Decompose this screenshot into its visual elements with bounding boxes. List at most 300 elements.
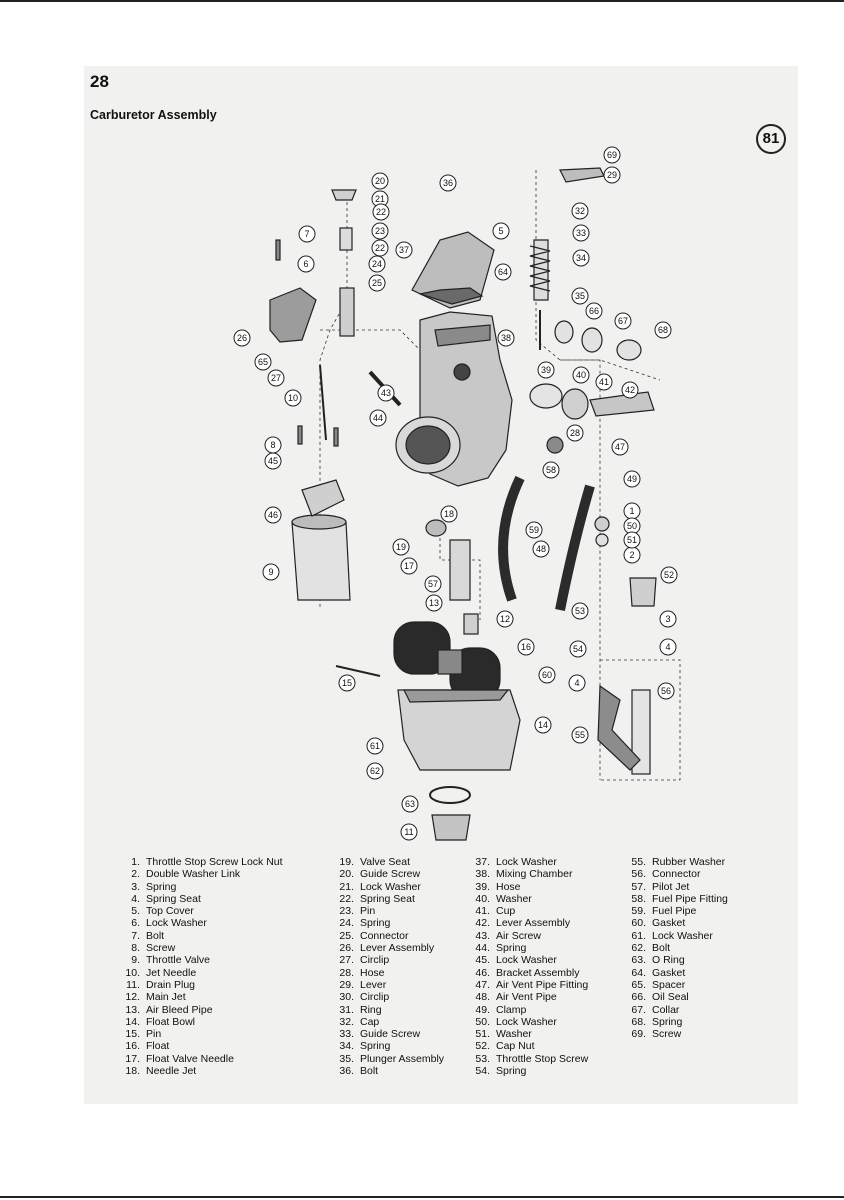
legend-item-label: Air Bleed Pipe <box>146 1003 213 1016</box>
legend-item <box>618 967 728 979</box>
legend-item-number: 36. <box>339 1065 354 1078</box>
legend-item-number: 15. <box>125 1028 140 1041</box>
legend-item-label: Lever Assembly <box>360 942 435 955</box>
legend-item <box>326 991 444 1003</box>
callout-34 <box>573 250 589 266</box>
legend-item-number: 56. <box>631 868 646 881</box>
legend-item-number: 55. <box>631 856 646 868</box>
legend-item <box>326 967 444 979</box>
callout-label: 8 <box>270 440 276 450</box>
legend-item-number: 9. <box>131 954 140 967</box>
legend-item-number: 31. <box>339 1003 354 1016</box>
legend-item <box>462 991 588 1003</box>
legend-item <box>618 1028 728 1040</box>
legend-item <box>462 1028 588 1040</box>
callout-label: 20 <box>374 176 386 186</box>
callout-label: 42 <box>624 385 636 395</box>
legend-item-label: Bolt <box>652 942 671 955</box>
legend-item-number: 2. <box>131 868 140 881</box>
legend-item-label: Float <box>146 1040 170 1053</box>
callout-69 <box>604 147 620 163</box>
callout-58 <box>543 462 559 478</box>
legend-item-number: 3. <box>131 880 140 893</box>
legend-item-label: Spacer <box>652 978 686 991</box>
callout-label: 52 <box>663 570 675 580</box>
carburetor-exploded-diagram <box>84 110 798 845</box>
legend-item-label: Air Vent Pipe Fitting <box>496 978 589 991</box>
callout-label: 67 <box>617 316 629 326</box>
callout-label: 19 <box>395 542 407 552</box>
callout-32 <box>572 203 588 219</box>
legend-item-label: Lever Assembly <box>496 917 571 930</box>
legend-item-number: 5. <box>131 905 140 918</box>
legend-item-label: Lock Washer <box>652 929 713 942</box>
callout-65 <box>255 354 271 370</box>
callout-3 <box>660 611 676 627</box>
legend-item-number: 62. <box>631 942 646 955</box>
callout-68 <box>655 322 671 338</box>
legend-item-number: 51. <box>475 1028 490 1041</box>
callout-48 <box>533 541 549 557</box>
legend-item-number: 68. <box>631 1015 646 1028</box>
legend-item-label: Lock Washer <box>496 1015 557 1028</box>
callout-52 <box>661 567 677 583</box>
legend-item <box>326 1040 444 1052</box>
legend-item-number: 13. <box>125 1003 140 1016</box>
callout-33 <box>573 225 589 241</box>
callout-49 <box>624 471 640 487</box>
callout-label: 27 <box>270 373 282 383</box>
callout-label: 39 <box>540 365 552 375</box>
legend-item <box>326 930 444 942</box>
legend-item <box>462 954 588 966</box>
legend-column-3 <box>462 856 588 1077</box>
callout-label: 45 <box>267 456 279 466</box>
legend-item <box>462 1016 588 1028</box>
callout-label: 15 <box>341 678 353 688</box>
legend-item-number: 63. <box>631 954 646 967</box>
legend-item-label: Spring <box>360 1040 391 1053</box>
legend-item-number: 23. <box>339 905 354 918</box>
legend-item-number: 14. <box>125 1015 140 1028</box>
callout-label: 47 <box>614 442 626 452</box>
callout-label: 29 <box>606 170 618 180</box>
legend-item <box>326 905 444 917</box>
legend-item-label: Top Cover <box>146 905 194 918</box>
callout-22 <box>373 204 389 220</box>
legend-item-number: 6. <box>131 917 140 930</box>
callout-11 <box>401 824 417 840</box>
legend-item <box>112 967 283 979</box>
callout-label: 58 <box>545 465 557 475</box>
legend-item-label: Needle Jet <box>146 1065 197 1078</box>
legend-item <box>618 917 728 929</box>
legend-item-label: Spring <box>496 1065 527 1078</box>
legend-item-label: Cap Nut <box>496 1040 535 1053</box>
legend-item <box>112 942 283 954</box>
legend-item <box>112 1065 283 1077</box>
legend-item <box>326 1065 444 1077</box>
legend-item <box>326 942 444 954</box>
legend-item-label: Throttle Stop Screw Lock Nut <box>146 856 283 868</box>
legend-item <box>462 856 588 868</box>
callout-label: 26 <box>236 333 248 343</box>
callout-60 <box>539 667 555 683</box>
top-border-line <box>0 0 844 2</box>
callout-39 <box>538 362 554 378</box>
legend-item <box>112 991 283 1003</box>
callout-45 <box>265 453 281 469</box>
bottom-border-line <box>0 1196 844 1198</box>
legend-item-label: Lock Washer <box>496 856 557 868</box>
legend-item-label: Circlip <box>360 954 390 967</box>
legend-item-number: 45. <box>475 954 490 967</box>
callout-57 <box>425 576 441 592</box>
legend-item <box>462 930 588 942</box>
callout-label: 63 <box>404 799 416 809</box>
legend-item-number: 1. <box>131 856 140 868</box>
callout-40 <box>573 367 589 383</box>
legend-item <box>112 1053 283 1065</box>
legend-item-label: Clamp <box>496 1003 527 1016</box>
legend-item-label: Lock Washer <box>146 917 207 930</box>
legend-item-label: Cap <box>360 1015 380 1028</box>
legend-item-number: 60. <box>631 917 646 930</box>
callout-label: 44 <box>372 413 384 423</box>
callout-27 <box>268 370 284 386</box>
callout-15 <box>339 675 355 691</box>
callout-56 <box>658 683 674 699</box>
legend-item-label: Drain Plug <box>146 978 196 991</box>
callout-label: 22 <box>374 243 386 253</box>
legend-item-number: 67. <box>631 1003 646 1016</box>
legend-item-number: 34. <box>339 1040 354 1053</box>
legend-item-label: Screw <box>146 942 176 955</box>
callout-label: 50 <box>626 521 638 531</box>
legend-item-label: Throttle Valve <box>146 954 210 967</box>
legend-item-label: Circlip <box>360 991 390 1004</box>
legend-item-label: Fuel Pipe Fitting <box>652 892 728 905</box>
legend-item-label: Screw <box>652 1028 682 1041</box>
callout-label: 4 <box>574 678 580 688</box>
legend-item <box>326 881 444 893</box>
legend-item-label: Gasket <box>652 917 686 930</box>
legend-item-label: Float Bowl <box>146 1015 196 1028</box>
legend-item-number: 18. <box>125 1065 140 1078</box>
callout-8 <box>265 437 281 453</box>
legend-item-number: 4. <box>131 892 140 905</box>
legend-item <box>462 979 588 991</box>
callout-label: 23 <box>374 226 386 236</box>
callout-label: 14 <box>537 720 549 730</box>
callout-label: 25 <box>371 278 383 288</box>
legend-item-number: 64. <box>631 966 646 979</box>
callout-25 <box>369 275 385 291</box>
legend-item-number: 49. <box>475 1003 490 1016</box>
legend-item-number: 35. <box>339 1052 354 1065</box>
callout-label: 13 <box>428 598 440 608</box>
callout-66 <box>586 303 602 319</box>
part-drawings <box>267 168 656 840</box>
callout-label: 36 <box>442 178 454 188</box>
legend-item-label: Pin <box>146 1028 162 1041</box>
callout-label: 46 <box>267 510 279 520</box>
legend-item-label: Air Screw <box>496 929 541 942</box>
callout-42 <box>622 382 638 398</box>
callout-20 <box>372 173 388 189</box>
legend-item-number: 65. <box>631 978 646 991</box>
legend-item-number: 43. <box>475 929 490 942</box>
legend-item-number: 37. <box>475 856 490 868</box>
legend-item-number: 16. <box>125 1040 140 1053</box>
legend-item-number: 38. <box>475 868 490 881</box>
callout-4 <box>569 675 585 691</box>
callout-label: 37 <box>398 245 410 255</box>
legend-item <box>618 991 728 1003</box>
legend-item <box>462 917 588 929</box>
legend-item <box>112 893 283 905</box>
callout-63 <box>402 796 418 812</box>
legend-item <box>462 942 588 954</box>
callout-55 <box>572 727 588 743</box>
legend-item-number: 39. <box>475 880 490 893</box>
callout-label: 55 <box>574 730 586 740</box>
legend-item-number: 61. <box>631 929 646 942</box>
legend-item-label: Pilot Jet <box>652 880 690 893</box>
legend-item-number: 48. <box>475 991 490 1004</box>
legend-item-number: 44. <box>475 942 490 955</box>
callout-64 <box>495 264 511 280</box>
legend-item-label: Plunger Assembly <box>360 1052 445 1065</box>
legend-column-1 <box>112 856 283 1077</box>
legend-item <box>462 1040 588 1052</box>
legend-item <box>618 979 728 991</box>
legend-column-4 <box>618 856 728 1040</box>
legend-item-number: 66. <box>631 991 646 1004</box>
callout-24 <box>369 256 385 272</box>
legend-item-label: Hose <box>360 966 385 979</box>
legend-item <box>326 1004 444 1016</box>
callout-label: 56 <box>660 686 672 696</box>
callout-18 <box>441 506 457 522</box>
callout-13 <box>426 595 442 611</box>
legend-item-label: Spring <box>652 1015 683 1028</box>
legend-item-label: Guide Screw <box>360 1028 421 1041</box>
legend-item-label: Bolt <box>360 1065 379 1078</box>
legend-item <box>326 917 444 929</box>
legend-item-number: 11. <box>126 978 140 991</box>
legend-item-number: 52. <box>475 1040 490 1053</box>
callout-59 <box>526 522 542 538</box>
callout-label: 18 <box>443 509 455 519</box>
legend-item-number: 47. <box>475 978 490 991</box>
legend-item <box>462 881 588 893</box>
legend-item <box>462 1065 588 1077</box>
callout-62 <box>367 763 383 779</box>
legend-item-number: 8. <box>131 942 140 955</box>
callout-label: 2 <box>629 550 635 560</box>
callout-label: 9 <box>268 567 274 577</box>
callout-7 <box>299 226 315 242</box>
callout-38 <box>498 330 514 346</box>
legend-item <box>462 868 588 880</box>
legend-item <box>112 930 283 942</box>
callout-label: 48 <box>535 544 547 554</box>
callout-label: 54 <box>572 644 584 654</box>
callout-53 <box>572 603 588 619</box>
legend-item-number: 57. <box>631 880 646 893</box>
legend-item <box>112 881 283 893</box>
callout-label: 49 <box>626 474 638 484</box>
callout-label: 16 <box>520 642 532 652</box>
legend-item-number: 7. <box>131 929 140 942</box>
callout-label: 60 <box>541 670 553 680</box>
legend-item-label: Lock Washer <box>496 954 557 967</box>
legend-item <box>326 1053 444 1065</box>
callout-label: 1 <box>629 506 635 516</box>
callout-label: 43 <box>380 388 392 398</box>
legend-item-label: Washer <box>496 892 532 905</box>
legend-item <box>618 942 728 954</box>
legend-item <box>326 1028 444 1040</box>
callout-5 <box>493 223 509 239</box>
callout-label: 6 <box>303 259 309 269</box>
legend-item-label: Valve Seat <box>360 856 411 868</box>
callout-label: 7 <box>304 229 310 239</box>
legend-item-label: Lock Washer <box>360 880 421 893</box>
legend-item-number: 50. <box>475 1015 490 1028</box>
legend-item-label: Spring <box>360 917 391 930</box>
figure-number: 81 <box>756 124 786 154</box>
legend-item <box>112 1004 283 1016</box>
callout-16 <box>518 639 534 655</box>
legend-item-label: Jet Needle <box>146 966 197 979</box>
legend-item <box>462 967 588 979</box>
legend-item-number: 25. <box>339 929 354 942</box>
callout-label: 53 <box>574 606 586 616</box>
legend-item-label: Connector <box>652 868 701 881</box>
callout-35 <box>572 288 588 304</box>
callout-label: 17 <box>403 561 415 571</box>
legend-item <box>618 893 728 905</box>
callout-label: 32 <box>574 206 586 216</box>
callout-43 <box>378 385 394 401</box>
legend-item-label: Main Jet <box>146 991 186 1004</box>
legend-item-number: 17. <box>125 1052 140 1065</box>
legend-item <box>618 930 728 942</box>
legend-item-number: 33. <box>339 1028 354 1041</box>
callout-28 <box>567 425 583 441</box>
legend-item-label: O Ring <box>652 954 685 967</box>
legend-item-number: 24. <box>339 917 354 930</box>
callout-9 <box>263 564 279 580</box>
legend-item <box>618 1016 728 1028</box>
callout-2 <box>624 547 640 563</box>
legend-item-number: 10. <box>125 966 140 979</box>
callout-label: 11 <box>404 827 414 837</box>
callout-23 <box>372 223 388 239</box>
legend-item-label: Spring <box>146 880 177 893</box>
legend-item-number: 27. <box>339 954 354 967</box>
legend-item <box>326 856 444 868</box>
legend-item-label: Connector <box>360 929 409 942</box>
legend-item-number: 54. <box>475 1065 490 1078</box>
legend-item-number: 53. <box>475 1052 490 1065</box>
legend-item-label: Air Vent Pipe <box>496 991 557 1004</box>
legend-item <box>112 979 283 991</box>
legend-item-number: 22. <box>339 892 354 905</box>
legend-item-number: 30. <box>339 991 354 1004</box>
legend-item <box>618 954 728 966</box>
legend-item <box>326 893 444 905</box>
callout-label: 62 <box>369 766 381 776</box>
callout-label: 21 <box>374 194 386 204</box>
callout-61 <box>367 738 383 754</box>
callout-label: 64 <box>497 267 509 277</box>
callout-label: 40 <box>575 370 587 380</box>
legend-item <box>618 868 728 880</box>
legend-item-number: 12. <box>125 991 140 1004</box>
callout-label: 68 <box>657 325 669 335</box>
legend-item <box>618 905 728 917</box>
callout-label: 3 <box>665 614 671 624</box>
callout-17 <box>401 558 417 574</box>
legend-column-2 <box>326 856 444 1077</box>
legend-item <box>112 954 283 966</box>
callout-41 <box>596 374 612 390</box>
callout-label: 41 <box>598 377 610 387</box>
legend-item-label: Washer <box>496 1028 532 1041</box>
legend-item <box>618 856 728 868</box>
callout-label: 35 <box>574 291 586 301</box>
callout-label: 12 <box>499 614 511 624</box>
callout-4 <box>660 639 676 655</box>
legend-item <box>462 893 588 905</box>
callout-22 <box>372 240 388 256</box>
callout-10 <box>285 390 301 406</box>
callout-12 <box>497 611 513 627</box>
legend-item-number: 19. <box>339 856 354 868</box>
callout-29 <box>604 167 620 183</box>
callout-label: 59 <box>528 525 540 535</box>
callout-label: 28 <box>569 428 581 438</box>
callout-label: 22 <box>375 207 387 217</box>
callout-label: 61 <box>369 741 381 751</box>
legend-item-label: Oil Seal <box>652 991 689 1004</box>
legend-item-label: Spring Seat <box>360 892 415 905</box>
legend-item-number: 42. <box>475 917 490 930</box>
section-title: Carburetor Assembly <box>90 108 217 122</box>
callout-67 <box>615 313 631 329</box>
callout-label: 10 <box>287 393 299 403</box>
callout-1 <box>624 503 640 519</box>
callout-label: 34 <box>575 253 587 263</box>
callout-label: 38 <box>500 333 512 343</box>
callout-label: 24 <box>371 259 383 269</box>
legend-item-label: Double Washer Link <box>146 868 241 881</box>
callout-label: 65 <box>257 357 269 367</box>
legend-item-number: 29. <box>339 978 354 991</box>
legend-item-label: Lever <box>360 978 387 991</box>
legend-item-label: Spring Seat <box>146 892 201 905</box>
callout-46 <box>265 507 281 523</box>
legend-item-label: Fuel Pipe <box>652 905 697 918</box>
legend-item-label: Bracket Assembly <box>496 966 580 979</box>
legend-item-number: 46. <box>475 966 490 979</box>
legend-item-number: 69. <box>631 1028 646 1041</box>
legend-item-number: 26. <box>339 942 354 955</box>
legend-item <box>112 917 283 929</box>
